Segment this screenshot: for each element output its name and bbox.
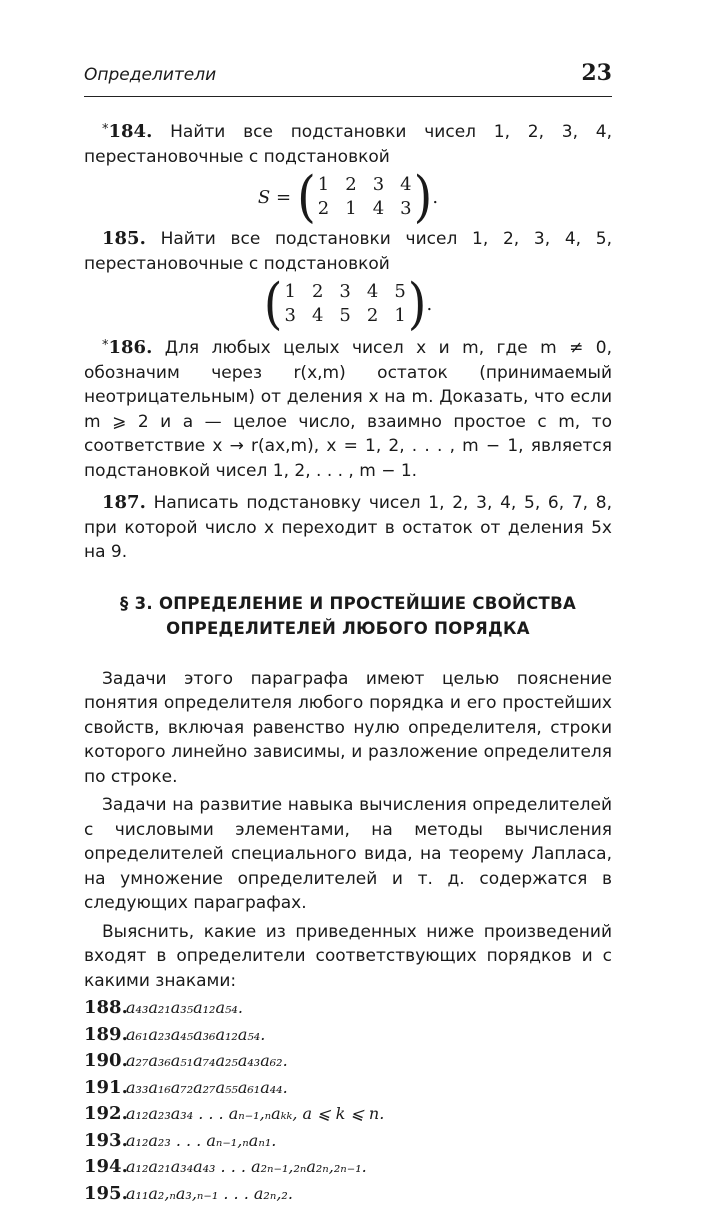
problem-186 [84, 334, 612, 483]
item-expression: a₁₂a₂₃a₃₄ . . . aₙ₋₁,ₙaₖₖ, a ⩽ k ⩽ n. [126, 1101, 384, 1128]
left-paren: ( [297, 169, 316, 224]
item-number: 191. [84, 1075, 126, 1102]
item-number: 194. [84, 1154, 126, 1181]
matrix-grid [283, 280, 408, 328]
matrix-184 [84, 173, 612, 221]
matrix-cell: 4 [367, 280, 378, 304]
matrix-trail: . [432, 187, 438, 208]
matrix-cell: 1 [318, 173, 329, 197]
matrix-lhs: S = [258, 187, 291, 208]
item-expression: a₃₃a₁₆a₇₂a₂₇a₅₅a₆₁a₄₄. [126, 1075, 288, 1102]
left-paren: ( [264, 276, 283, 331]
section-heading [84, 591, 612, 641]
list-item [84, 995, 612, 1022]
problem-number: 187. [102, 492, 146, 513]
problem-list [84, 995, 612, 1207]
problem-text: Для любых целых чисел x и m, где m ≠ 0, обозначим через r(x,m) остаток (принимаемый неотрицательным) от деления x на m. Доказать, что если m ⩾ 2 и a — целое число, взаимно простое с m, то соответствие x → r(ax,m), x = 1, 2, . . . , m − 1, является подстановкой чисел 1, 2, . . . , m − 1. [84, 338, 612, 481]
problem-number: 185. [102, 228, 146, 249]
item-number: 188. [84, 995, 126, 1022]
matrix-cell: 5 [339, 304, 350, 328]
matrix-cell: 4 [373, 197, 384, 221]
item-expression: a₄₃a₂₁a₃₅a₁₂a₅₄. [126, 995, 243, 1022]
matrix-cell: 2 [367, 304, 378, 328]
problem-star: * [102, 122, 109, 137]
list-item [84, 1075, 612, 1102]
list-item [84, 1022, 612, 1049]
problem-star: * [102, 338, 109, 353]
list-item [84, 1101, 612, 1128]
right-paren: ) [408, 276, 427, 331]
item-expression: a₂₇a₃₆a₅₁a₇₄a₂₅a₄₃a₆₂. [126, 1048, 288, 1075]
item-expression: a₁₁a₂,ₙa₃,ₙ₋₁ . . . a₂ₙ,₂. [126, 1181, 293, 1207]
list-item [84, 1048, 612, 1075]
matrix-grid [316, 173, 414, 221]
matrix-cell: 2 [345, 173, 356, 197]
instruction-paragraph: Выяснить, какие из приведенных ниже произведений входят в определители соответствующих порядков и с какими знаками: [84, 920, 612, 994]
page-body [84, 118, 612, 1207]
matrix-cell: 2 [318, 197, 329, 221]
matrix-cell: 4 [312, 304, 323, 328]
intro-paragraph: Задачи на развитие навыка вычисления определителей с числовыми элементами, на методы вычисления определителей специального вида, на теорему Лапласа, на умножение определителей и т. д. содержатся в следующих параграфах. [84, 793, 612, 916]
right-paren: ) [414, 169, 433, 224]
running-title: Определители [84, 65, 216, 85]
page-number: 23 [581, 60, 612, 86]
section-heading-line: ОПРЕДЕЛИТЕЛЕЙ ЛЮБОГО ПОРЯДКА [84, 616, 612, 641]
matrix-cell: 3 [373, 173, 384, 197]
item-number: 193. [84, 1128, 126, 1155]
matrix-cell: 4 [400, 173, 411, 197]
matrix-cell: 1 [345, 197, 356, 221]
item-expression: a₁₂a₂₃ . . . aₙ₋₁,ₙaₙ₁. [126, 1128, 276, 1155]
matrix-cell: 2 [312, 280, 323, 304]
item-number: 192. [84, 1101, 126, 1128]
matrix-cell: 1 [285, 280, 296, 304]
matrix-cell: 5 [394, 280, 405, 304]
matrix-cell: 3 [339, 280, 350, 304]
item-number: 190. [84, 1048, 126, 1075]
item-expression: a₁₂a₂₁a₃₄a₄₃ . . . a₂ₙ₋₁,₂ₙa₂ₙ,₂ₙ₋₁. [126, 1154, 367, 1181]
matrix-cell: 3 [285, 304, 296, 328]
header-rule [84, 96, 612, 97]
item-number: 189. [84, 1022, 126, 1049]
intro-paragraph: Задачи этого параграфа имеют целью пояснение понятия определителя любого порядка и его простейших свойств, включая равенство нулю определителя, строки которого линейно зависимы, и разложение определителя по строке. [84, 667, 612, 790]
matrix-trail: . [427, 294, 433, 315]
list-item [84, 1181, 612, 1207]
list-item [84, 1154, 612, 1181]
problem-187 [84, 491, 612, 565]
section-heading-line: § 3. ОПРЕДЕЛЕНИЕ И ПРОСТЕЙШИЕ СВОЙСТВА [84, 591, 612, 616]
matrix-185 [84, 280, 612, 328]
problem-text: Написать подстановку чисел 1, 2, 3, 4, 5, 6, 7, 8, при которой число x переходит в остаток от деления 5x на 9. [84, 493, 612, 562]
problem-text: Найти все подстановки чисел 1, 2, 3, 4, перестановочные с подстановкой [84, 122, 612, 167]
list-item [84, 1128, 612, 1155]
problem-number: 184. [109, 121, 153, 142]
matrix-cell: 1 [394, 304, 405, 328]
matrix-cell: 3 [400, 197, 411, 221]
problem-number: 186. [109, 337, 153, 358]
problem-text: Найти все подстановки чисел 1, 2, 3, 4, 5, перестановочные с подстановкой [84, 229, 612, 274]
item-number: 195. [84, 1181, 126, 1207]
problem-184 [84, 118, 612, 169]
problem-185 [84, 227, 612, 276]
item-expression: a₆₁a₂₃a₄₅a₃₆a₁₂a₅₄. [126, 1022, 265, 1049]
